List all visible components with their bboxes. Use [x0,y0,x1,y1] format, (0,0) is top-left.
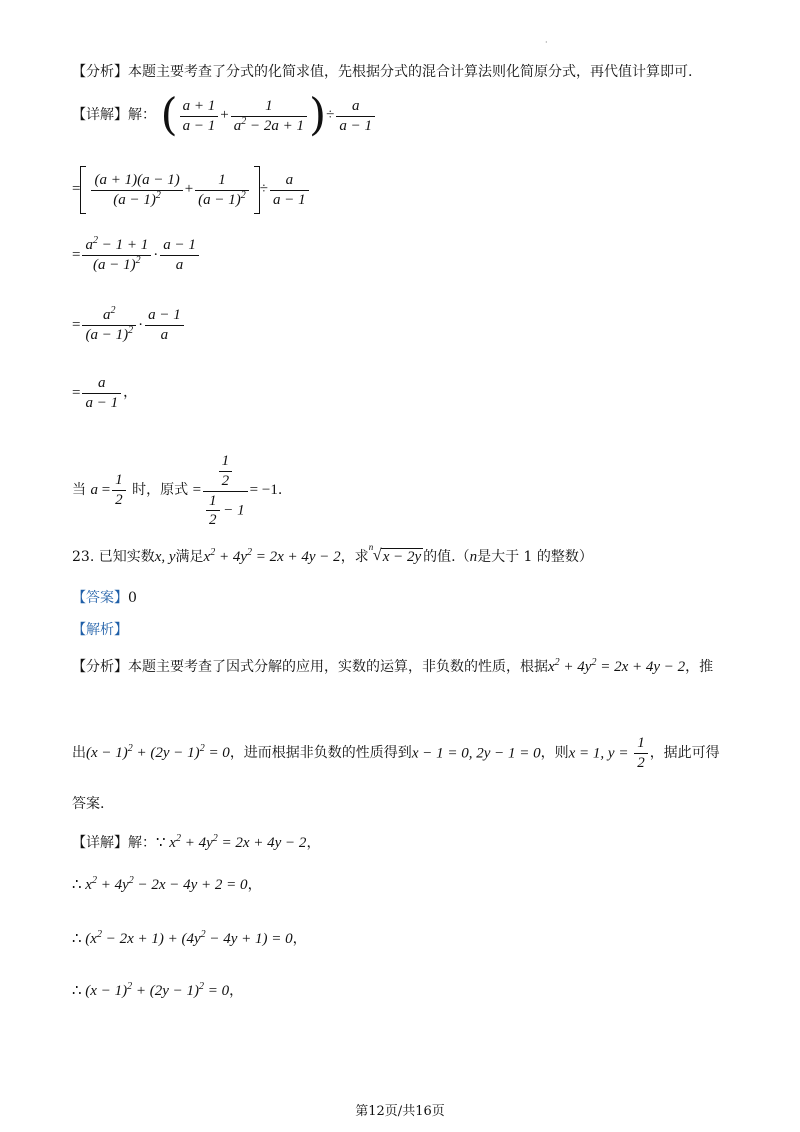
detail-line-1 [72,90,377,141]
analysis-line-1 [72,64,692,81]
analysis-line-2: 【分析】本题主要考查了因式分解的应用，实数的运算，非负数的性质，根据$x^2 + 4y^2 = 2x + 4y - 2$，推 [72,657,714,675]
scan-dot: · [545,38,548,47]
jiexi-tag: 【解析】 [72,622,128,638]
conclusion-line: 当 a = $\frac{1}{2}$ 时，原式 = $\frac{1}{2}$ $\frac{1}{2}$ − 1 = −1. [72,453,283,529]
step-2: = $\frac{a^2 - 1 + 1}{(a - 1)^2}$ · $\frac{a - 1}{a}$ [72,236,201,275]
analysis-line-4: 答案. [72,796,105,812]
answer-line [72,590,137,607]
step-5: ∴ $x^2 + 4y^2 - 2x - 4y + 2 = 0$， [72,875,262,893]
step-7: ∴ $(x - 1)^2 + (2y - 1)^2 = 0$， [72,981,244,999]
detail-lead: 解： [128,107,156,124]
page-footer: 第12页/共16页 [355,1104,445,1119]
question-23: 23. 已知实数x, y满足$x^2 + 4y^2 = 2x + 4y - 2$，求 n √ x − 2y 的值.（n是大于 1 的整数） [72,542,593,565]
step-4: = $\frac{a}{a - 1}$ ， [72,375,138,411]
nth-root: n √ x − 2y [368,542,422,565]
analysis-line-3: 出$(x - 1)^2 + (2y - 1)^2 = 0$，进而根据非负数的性质得到x − 1 = 0, 2y − 1 = 0，则x = 1, y = $\frac{1}{2}$ ，据此可得 [72,735,720,771]
analysis-text: 本题主要考查了分式的化简求值，先根据分式的混合计算法则化简原分式，再代值计算即可. [128,64,693,80]
answer-value: 0 [128,590,137,606]
step-3: = $\frac{a^2}{(a - 1)^2}$ · $\frac{a - 1}{a}$ [72,306,186,345]
expression-original: ( $\frac{a + 1}{a - 1}$ + $\frac{1}{a^2 - 2a + 1}$ )÷ $\frac{a}{a - 1}$ [160,107,377,123]
step-1: = $\frac{(a + 1)(a - 1)}{(a - 1)^2}$ + $\frac{1}{(a - 1)^2}$ ÷ $\frac{a}{a - 1}$ [72,166,311,214]
jiexi-line [72,622,128,639]
question-number: 23. [72,549,95,565]
detail-line-2: 【详解】解：∵ $x^2 + 4y^2 = 2x + 4y - 2$， [72,833,321,851]
detail-tag: 【详解】 [72,107,128,124]
step-6: ∴ $(x^2 - 2x + 1) + (4y^2 - 4y + 1) = 0$， [72,929,307,947]
answer-tag: 【答案】 [72,590,128,606]
analysis-tag: 【分析】 [72,64,128,80]
